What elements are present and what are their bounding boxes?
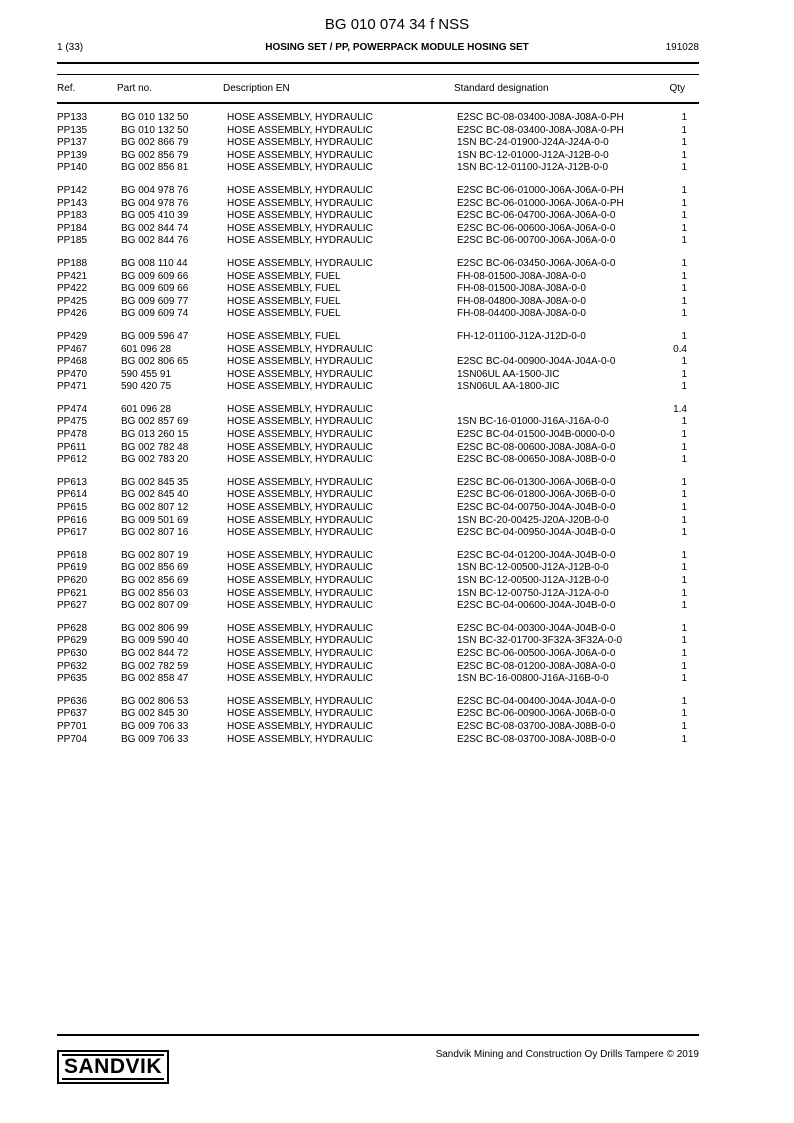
standard-designation-cell: 1SN BC-20-00425-J20A-J20B-0-0	[457, 514, 609, 526]
part-no-cell: BG 009 609 74	[121, 308, 189, 320]
qty-cell: 1	[681, 257, 687, 269]
ref-cell: PP637	[57, 708, 88, 720]
qty-cell: 1	[681, 489, 687, 501]
description-cell: HOSE ASSEMBLY, HYDRAULIC	[227, 112, 373, 123]
table-row	[0, 308, 794, 321]
qty-cell: 1	[681, 429, 687, 441]
description-cell: HOSE ASSEMBLY, HYDRAULIC	[227, 429, 373, 441]
qty-cell: 1	[681, 476, 687, 488]
part-no-cell: 601 096 28	[121, 343, 172, 355]
qty-cell: 1	[681, 527, 687, 539]
table-row	[0, 223, 794, 236]
standard-designation-cell: E2SC BC-08-03400-J08A-J08A-0-PH	[457, 124, 624, 136]
ref-cell: PP701	[57, 720, 88, 732]
row-group	[0, 404, 794, 467]
ref-cell: PP422	[57, 283, 88, 295]
standard-designation-cell: E2SC BC-04-00600-J04A-J04B-0-0	[457, 600, 616, 612]
description-cell: HOSE ASSEMBLY, HYDRAULIC	[227, 124, 373, 136]
document-date: 191028	[665, 42, 699, 53]
row-group	[0, 258, 794, 321]
part-no-cell: BG 002 856 81	[121, 162, 189, 174]
table-row	[0, 150, 794, 163]
table-row	[0, 562, 794, 575]
qty-cell: 1	[681, 673, 687, 685]
table-row	[0, 454, 794, 467]
parts-table	[0, 112, 794, 756]
ref-cell: PP615	[57, 502, 88, 514]
column-header-description: Description EN	[223, 83, 290, 94]
table-row	[0, 271, 794, 284]
ref-cell: PP133	[57, 112, 88, 123]
description-cell: HOSE ASSEMBLY, HYDRAULIC	[227, 235, 373, 247]
table-row	[0, 600, 794, 613]
table-row	[0, 185, 794, 198]
ref-cell: PP474	[57, 403, 88, 415]
table-row	[0, 210, 794, 223]
part-no-cell: BG 009 596 47	[121, 330, 189, 342]
part-no-cell: BG 002 845 30	[121, 708, 189, 720]
standard-designation-cell: 1SN BC-12-01100-J12A-J12B-0-0	[457, 162, 609, 174]
ref-cell: PP621	[57, 587, 88, 599]
qty-cell: 1	[681, 162, 687, 174]
part-no-cell: BG 005 410 39	[121, 210, 189, 222]
ref-cell: PP635	[57, 673, 88, 685]
row-group	[0, 331, 794, 394]
qty-cell: 1	[681, 502, 687, 514]
description-cell: HOSE ASSEMBLY, HYDRAULIC	[227, 476, 373, 488]
ref-cell: PP183	[57, 210, 88, 222]
ref-cell: PP704	[57, 733, 88, 745]
description-cell: HOSE ASSEMBLY, HYDRAULIC	[227, 381, 373, 393]
table-row	[0, 235, 794, 248]
standard-designation-cell: 1SN BC-24-01900-J24A-J24A-0-0	[457, 137, 609, 149]
part-no-cell: BG 002 858 47	[121, 673, 189, 685]
standard-designation-cell: E2SC BC-04-00750-J04A-J04B-0-0	[457, 502, 616, 514]
description-cell: HOSE ASSEMBLY, HYDRAULIC	[227, 622, 373, 634]
part-no-cell: BG 002 856 79	[121, 149, 189, 161]
ref-cell: PP140	[57, 162, 88, 174]
description-cell: HOSE ASSEMBLY, HYDRAULIC	[227, 587, 373, 599]
description-cell: HOSE ASSEMBLY, HYDRAULIC	[227, 441, 373, 453]
ref-cell: PP611	[57, 441, 87, 453]
ref-cell: PP426	[57, 308, 88, 320]
standard-designation-cell: E2SC BC-04-01500-J04B-0000-0-0	[457, 429, 615, 441]
part-no-cell: BG 002 857 69	[121, 416, 189, 428]
table-row	[0, 708, 794, 721]
table-row	[0, 648, 794, 661]
standard-designation-cell: E2SC BC-06-00900-J06A-J06B-0-0	[457, 708, 616, 720]
standard-designation-cell: 1SN BC-32-01700-3F32A-3F32A-0-0	[457, 635, 623, 647]
description-cell: HOSE ASSEMBLY, FUEL	[227, 283, 341, 295]
ref-cell: PP467	[57, 343, 88, 355]
part-no-cell: BG 013 260 15	[121, 429, 189, 441]
qty-cell: 1	[681, 222, 687, 234]
part-no-cell: BG 008 110 44	[121, 257, 188, 269]
table-row	[0, 416, 794, 429]
table-row	[0, 673, 794, 686]
table-row	[0, 442, 794, 455]
qty-cell: 1	[681, 562, 687, 574]
ref-cell: PP618	[57, 549, 88, 561]
qty-cell: 1	[681, 356, 687, 368]
standard-designation-cell: E2SC BC-06-01300-J06A-J06B-0-0	[457, 476, 616, 488]
table-row	[0, 734, 794, 747]
part-no-cell: BG 002 845 40	[121, 489, 189, 501]
description-cell: HOSE ASSEMBLY, HYDRAULIC	[227, 257, 373, 269]
part-no-cell: BG 009 706 33	[121, 733, 189, 745]
description-cell: HOSE ASSEMBLY, HYDRAULIC	[227, 575, 373, 586]
table-row	[0, 162, 794, 175]
ref-cell: PP475	[57, 416, 88, 428]
description-cell: HOSE ASSEMBLY, HYDRAULIC	[227, 356, 373, 368]
standard-designation-cell: E2SC BC-06-00500-J06A-J06A-0-0	[457, 647, 616, 659]
part-no-cell: BG 002 782 48	[121, 441, 189, 453]
sandvik-logo	[57, 1050, 169, 1084]
ref-cell: PP185	[57, 235, 88, 247]
description-cell: HOSE ASSEMBLY, HYDRAULIC	[227, 660, 373, 672]
table-row	[0, 369, 794, 382]
qty-cell: 1	[681, 381, 687, 393]
description-cell: HOSE ASSEMBLY, HYDRAULIC	[227, 343, 373, 355]
description-cell: HOSE ASSEMBLY, HYDRAULIC	[227, 514, 373, 526]
description-cell: HOSE ASSEMBLY, HYDRAULIC	[227, 489, 373, 501]
row-group	[0, 112, 794, 175]
standard-designation-cell: E2SC BC-06-01000-J06A-J06A-0-PH	[457, 197, 624, 209]
part-no-cell: 590 420 75	[121, 381, 172, 393]
standard-designation-cell: 1SN BC-16-01000-J16A-J16A-0-0	[457, 416, 609, 428]
qty-cell: 1	[681, 587, 687, 599]
qty-cell: 1	[681, 210, 687, 222]
ref-cell: PP619	[57, 562, 88, 574]
qty-cell: 1	[681, 514, 687, 526]
description-cell: HOSE ASSEMBLY, HYDRAULIC	[227, 403, 373, 415]
row-group	[0, 477, 794, 540]
description-cell: HOSE ASSEMBLY, HYDRAULIC	[227, 647, 373, 659]
description-cell: HOSE ASSEMBLY, HYDRAULIC	[227, 502, 373, 514]
standard-designation-cell: FH-12-01100-J12A-J12D-0-0	[457, 330, 586, 342]
table-row	[0, 721, 794, 734]
row-group	[0, 696, 794, 746]
qty-cell: 1	[681, 733, 687, 745]
standard-designation-cell: E2SC BC-06-01000-J06A-J06A-0-PH	[457, 184, 624, 196]
table-row	[0, 575, 794, 588]
standard-designation-cell: E2SC BC-06-04700-J06A-J06A-0-0	[457, 210, 616, 222]
qty-cell: 1	[681, 416, 687, 428]
qty-cell: 1	[681, 235, 687, 247]
ref-cell: PP630	[57, 647, 88, 659]
table-row	[0, 331, 794, 344]
ref-cell: PP617	[57, 527, 88, 539]
ref-cell: PP184	[57, 222, 88, 234]
part-no-cell: 590 455 91	[121, 368, 172, 380]
part-no-cell: BG 002 844 74	[121, 222, 189, 234]
header-rule	[57, 62, 699, 64]
qty-cell: 1	[681, 647, 687, 659]
description-cell: HOSE ASSEMBLY, HYDRAULIC	[227, 635, 373, 647]
table-row	[0, 635, 794, 648]
table-row	[0, 112, 794, 125]
table-row	[0, 137, 794, 150]
column-header-standard-designation: Standard designation	[454, 83, 549, 94]
description-cell: HOSE ASSEMBLY, HYDRAULIC	[227, 137, 373, 149]
table-row	[0, 404, 794, 417]
qty-cell: 1	[681, 270, 687, 282]
table-row	[0, 477, 794, 490]
part-no-cell: BG 010 132 50	[121, 124, 189, 136]
copyright-text: Sandvik Mining and Construction Oy Drills Tampere © 2019	[435, 1049, 699, 1060]
part-no-cell: BG 002 783 20	[121, 454, 189, 466]
qty-cell: 1	[681, 112, 687, 123]
part-no-cell: BG 002 856 69	[121, 562, 189, 574]
standard-designation-cell: E2SC BC-08-03400-J08A-J08A-0-PH	[457, 112, 624, 123]
standard-designation-cell: FH-08-04400-J08A-J08A-0-0	[457, 308, 586, 320]
description-cell: HOSE ASSEMBLY, HYDRAULIC	[227, 149, 373, 161]
table-row	[0, 489, 794, 502]
description-cell: HOSE ASSEMBLY, HYDRAULIC	[227, 454, 373, 466]
part-no-cell: BG 009 501 69	[121, 514, 189, 526]
standard-designation-cell: 1SN06UL AA-1500-JIC	[457, 368, 560, 380]
ref-cell: PP471	[57, 381, 88, 393]
description-cell: HOSE ASSEMBLY, HYDRAULIC	[227, 673, 373, 685]
ref-cell: PP429	[57, 330, 88, 342]
part-no-cell: BG 002 806 65	[121, 356, 189, 368]
ref-cell: PP478	[57, 429, 88, 441]
qty-cell: 1	[681, 441, 687, 453]
description-cell: HOSE ASSEMBLY, HYDRAULIC	[227, 210, 373, 222]
qty-cell: 1	[681, 308, 687, 320]
ref-cell: PP470	[57, 368, 88, 380]
description-cell: HOSE ASSEMBLY, HYDRAULIC	[227, 708, 373, 720]
ref-cell: PP139	[57, 149, 88, 161]
qty-cell: 1	[681, 368, 687, 380]
description-cell: HOSE ASSEMBLY, HYDRAULIC	[227, 733, 373, 745]
standard-designation-cell: E2SC BC-06-03450-J06A-J06A-0-0	[457, 257, 616, 269]
ref-cell: PP632	[57, 660, 88, 672]
column-header-top-rule	[57, 74, 699, 75]
qty-cell: 1	[681, 720, 687, 732]
qty-cell: 1.4	[673, 403, 687, 415]
table-row	[0, 502, 794, 515]
ref-cell: PP612	[57, 454, 88, 466]
description-cell: HOSE ASSEMBLY, FUEL	[227, 295, 341, 307]
table-row	[0, 550, 794, 563]
standard-designation-cell: 1SN BC-12-00750-J12A-J12A-0-0	[457, 587, 609, 599]
standard-designation-cell: E2SC BC-08-00650-J08A-J08B-0-0	[457, 454, 616, 466]
description-cell: HOSE ASSEMBLY, HYDRAULIC	[227, 720, 373, 732]
standard-designation-cell: E2SC BC-06-00700-J06A-J06A-0-0	[457, 235, 616, 247]
part-no-cell: BG 009 609 77	[121, 295, 189, 307]
description-cell: HOSE ASSEMBLY, HYDRAULIC	[227, 184, 373, 196]
qty-cell: 1	[681, 295, 687, 307]
ref-cell: PP636	[57, 695, 88, 707]
table-row	[0, 198, 794, 211]
description-cell: HOSE ASSEMBLY, HYDRAULIC	[227, 222, 373, 234]
qty-cell: 1	[681, 454, 687, 466]
ref-cell: PP425	[57, 295, 88, 307]
ref-cell: PP620	[57, 575, 88, 586]
ref-cell: PP613	[57, 476, 88, 488]
standard-designation-cell: 1SN BC-12-00500-J12A-J12B-0-0	[457, 562, 609, 574]
part-no-cell: BG 002 807 12	[121, 502, 189, 514]
standard-designation-cell: E2SC BC-08-01200-J08A-J08A-0-0	[457, 660, 616, 672]
part-no-cell: BG 002 807 16	[121, 527, 189, 539]
part-no-cell: BG 009 706 33	[121, 720, 189, 732]
table-row	[0, 429, 794, 442]
column-header-bottom-rule	[57, 102, 699, 104]
part-no-cell: 601 096 28	[121, 403, 172, 415]
standard-designation-cell: E2SC BC-08-03700-J08A-J08B-0-0	[457, 720, 616, 732]
standard-designation-cell: E2SC BC-06-00600-J06A-J06A-0-0	[457, 222, 616, 234]
ref-cell: PP421	[57, 270, 88, 282]
table-row	[0, 381, 794, 394]
standard-designation-cell: E2SC BC-04-01200-J04A-J04B-0-0	[457, 549, 616, 561]
description-cell: HOSE ASSEMBLY, HYDRAULIC	[227, 527, 373, 539]
row-group	[0, 185, 794, 248]
description-cell: HOSE ASSEMBLY, FUEL	[227, 308, 341, 320]
ref-cell: PP143	[57, 197, 88, 209]
table-row	[0, 696, 794, 709]
standard-designation-cell: 1SN BC-16-00800-J16A-J16B-0-0	[457, 673, 609, 685]
document-number: BG 010 074 34 f NSS	[324, 16, 470, 33]
part-no-cell: BG 009 609 66	[121, 270, 189, 282]
qty-cell: 1	[681, 184, 687, 196]
standard-designation-cell: 1SN BC-12-01000-J12A-J12B-0-0	[457, 149, 609, 161]
standard-designation-cell: E2SC BC-04-00950-J04A-J04B-0-0	[457, 527, 616, 539]
description-cell: HOSE ASSEMBLY, FUEL	[227, 330, 341, 342]
ref-cell: PP629	[57, 635, 88, 647]
table-row	[0, 344, 794, 357]
table-row	[0, 283, 794, 296]
table-row	[0, 515, 794, 528]
qty-cell: 1	[681, 708, 687, 720]
description-cell: HOSE ASSEMBLY, HYDRAULIC	[227, 562, 373, 574]
part-no-cell: BG 009 609 66	[121, 283, 189, 295]
qty-cell: 1	[681, 575, 687, 586]
document-title: HOSING SET / PP, POWERPACK MODULE HOSING SET	[265, 42, 529, 53]
ref-cell: PP616	[57, 514, 88, 526]
description-cell: HOSE ASSEMBLY, FUEL	[227, 270, 341, 282]
part-no-cell: BG 002 856 03	[121, 587, 189, 599]
row-group	[0, 550, 794, 613]
column-header-ref: Ref.	[57, 83, 76, 94]
logo-text: SANDVIK	[63, 1055, 162, 1078]
description-cell: HOSE ASSEMBLY, HYDRAULIC	[227, 600, 373, 612]
table-row	[0, 623, 794, 636]
part-no-cell: BG 004 978 76	[121, 184, 189, 196]
qty-cell: 1	[681, 283, 687, 295]
qty-cell: 1	[681, 635, 687, 647]
table-row	[0, 125, 794, 138]
row-group	[0, 623, 794, 686]
standard-designation-cell: FH-08-01500-J08A-J08A-0-0	[457, 270, 586, 282]
standard-designation-cell: FH-08-04800-J08A-J08A-0-0	[457, 295, 586, 307]
part-no-cell: BG 002 782 59	[121, 660, 189, 672]
table-row	[0, 527, 794, 540]
footer-rule	[57, 1034, 699, 1036]
table-row	[0, 296, 794, 309]
ref-cell: PP188	[57, 257, 88, 269]
part-no-cell: BG 002 856 69	[121, 575, 189, 586]
qty-cell: 1	[681, 549, 687, 561]
part-no-cell: BG 002 844 72	[121, 647, 189, 659]
description-cell: HOSE ASSEMBLY, HYDRAULIC	[227, 549, 373, 561]
qty-cell: 1	[681, 600, 687, 612]
part-no-cell: BG 004 978 76	[121, 197, 189, 209]
part-no-cell: BG 009 590 40	[121, 635, 189, 647]
column-header-part-no: Part no.	[117, 83, 153, 94]
description-cell: HOSE ASSEMBLY, HYDRAULIC	[227, 695, 373, 707]
qty-cell: 1	[681, 330, 687, 342]
part-no-cell: BG 002 806 53	[121, 695, 189, 707]
part-no-cell: BG 002 844 76	[121, 235, 189, 247]
qty-cell: 1	[681, 622, 687, 634]
standard-designation-cell: E2SC BC-08-03700-J08A-J08B-0-0	[457, 733, 616, 745]
page-number: 1 (33)	[57, 42, 84, 53]
part-no-cell: BG 002 866 79	[121, 137, 189, 149]
ref-cell: PP628	[57, 622, 88, 634]
part-no-cell: BG 002 807 09	[121, 600, 189, 612]
standard-designation-cell: FH-08-01500-J08A-J08A-0-0	[457, 283, 586, 295]
standard-designation-cell: 1SN BC-12-00500-J12A-J12B-0-0	[457, 575, 609, 586]
standard-designation-cell: E2SC BC-04-00400-J04A-J04A-0-0	[457, 695, 616, 707]
qty-cell: 1	[681, 695, 687, 707]
table-row	[0, 356, 794, 369]
description-cell: HOSE ASSEMBLY, HYDRAULIC	[227, 197, 373, 209]
qty-cell: 0.4	[673, 343, 687, 355]
ref-cell: PP135	[57, 124, 88, 136]
description-cell: HOSE ASSEMBLY, HYDRAULIC	[227, 368, 373, 380]
part-no-cell: BG 002 806 99	[121, 622, 189, 634]
part-no-cell: BG 010 132 50	[121, 112, 189, 123]
standard-designation-cell: E2SC BC-06-01800-J06A-J06B-0-0	[457, 489, 616, 501]
qty-cell: 1	[681, 124, 687, 136]
qty-cell: 1	[681, 137, 687, 149]
table-row	[0, 258, 794, 271]
table-row	[0, 661, 794, 674]
ref-cell: PP142	[57, 184, 88, 196]
part-no-cell: BG 002 807 19	[121, 549, 189, 561]
ref-cell: PP614	[57, 489, 88, 501]
table-row	[0, 588, 794, 601]
qty-cell: 1	[681, 197, 687, 209]
ref-cell: PP468	[57, 356, 88, 368]
qty-cell: 1	[681, 660, 687, 672]
part-no-cell: BG 002 845 35	[121, 476, 189, 488]
standard-designation-cell: E2SC BC-04-00300-J04A-J04B-0-0	[457, 622, 616, 634]
standard-designation-cell: E2SC BC-08-00600-J08A-J08A-0-0	[457, 441, 616, 453]
qty-cell: 1	[681, 149, 687, 161]
standard-designation-cell: 1SN06UL AA-1800-JIC	[457, 381, 560, 393]
description-cell: HOSE ASSEMBLY, HYDRAULIC	[227, 162, 373, 174]
column-header-qty: Qty	[669, 83, 685, 94]
standard-designation-cell: E2SC BC-04-00900-J04A-J04A-0-0	[457, 356, 616, 368]
description-cell: HOSE ASSEMBLY, HYDRAULIC	[227, 416, 373, 428]
ref-cell: PP137	[57, 137, 88, 149]
ref-cell: PP627	[57, 600, 88, 612]
